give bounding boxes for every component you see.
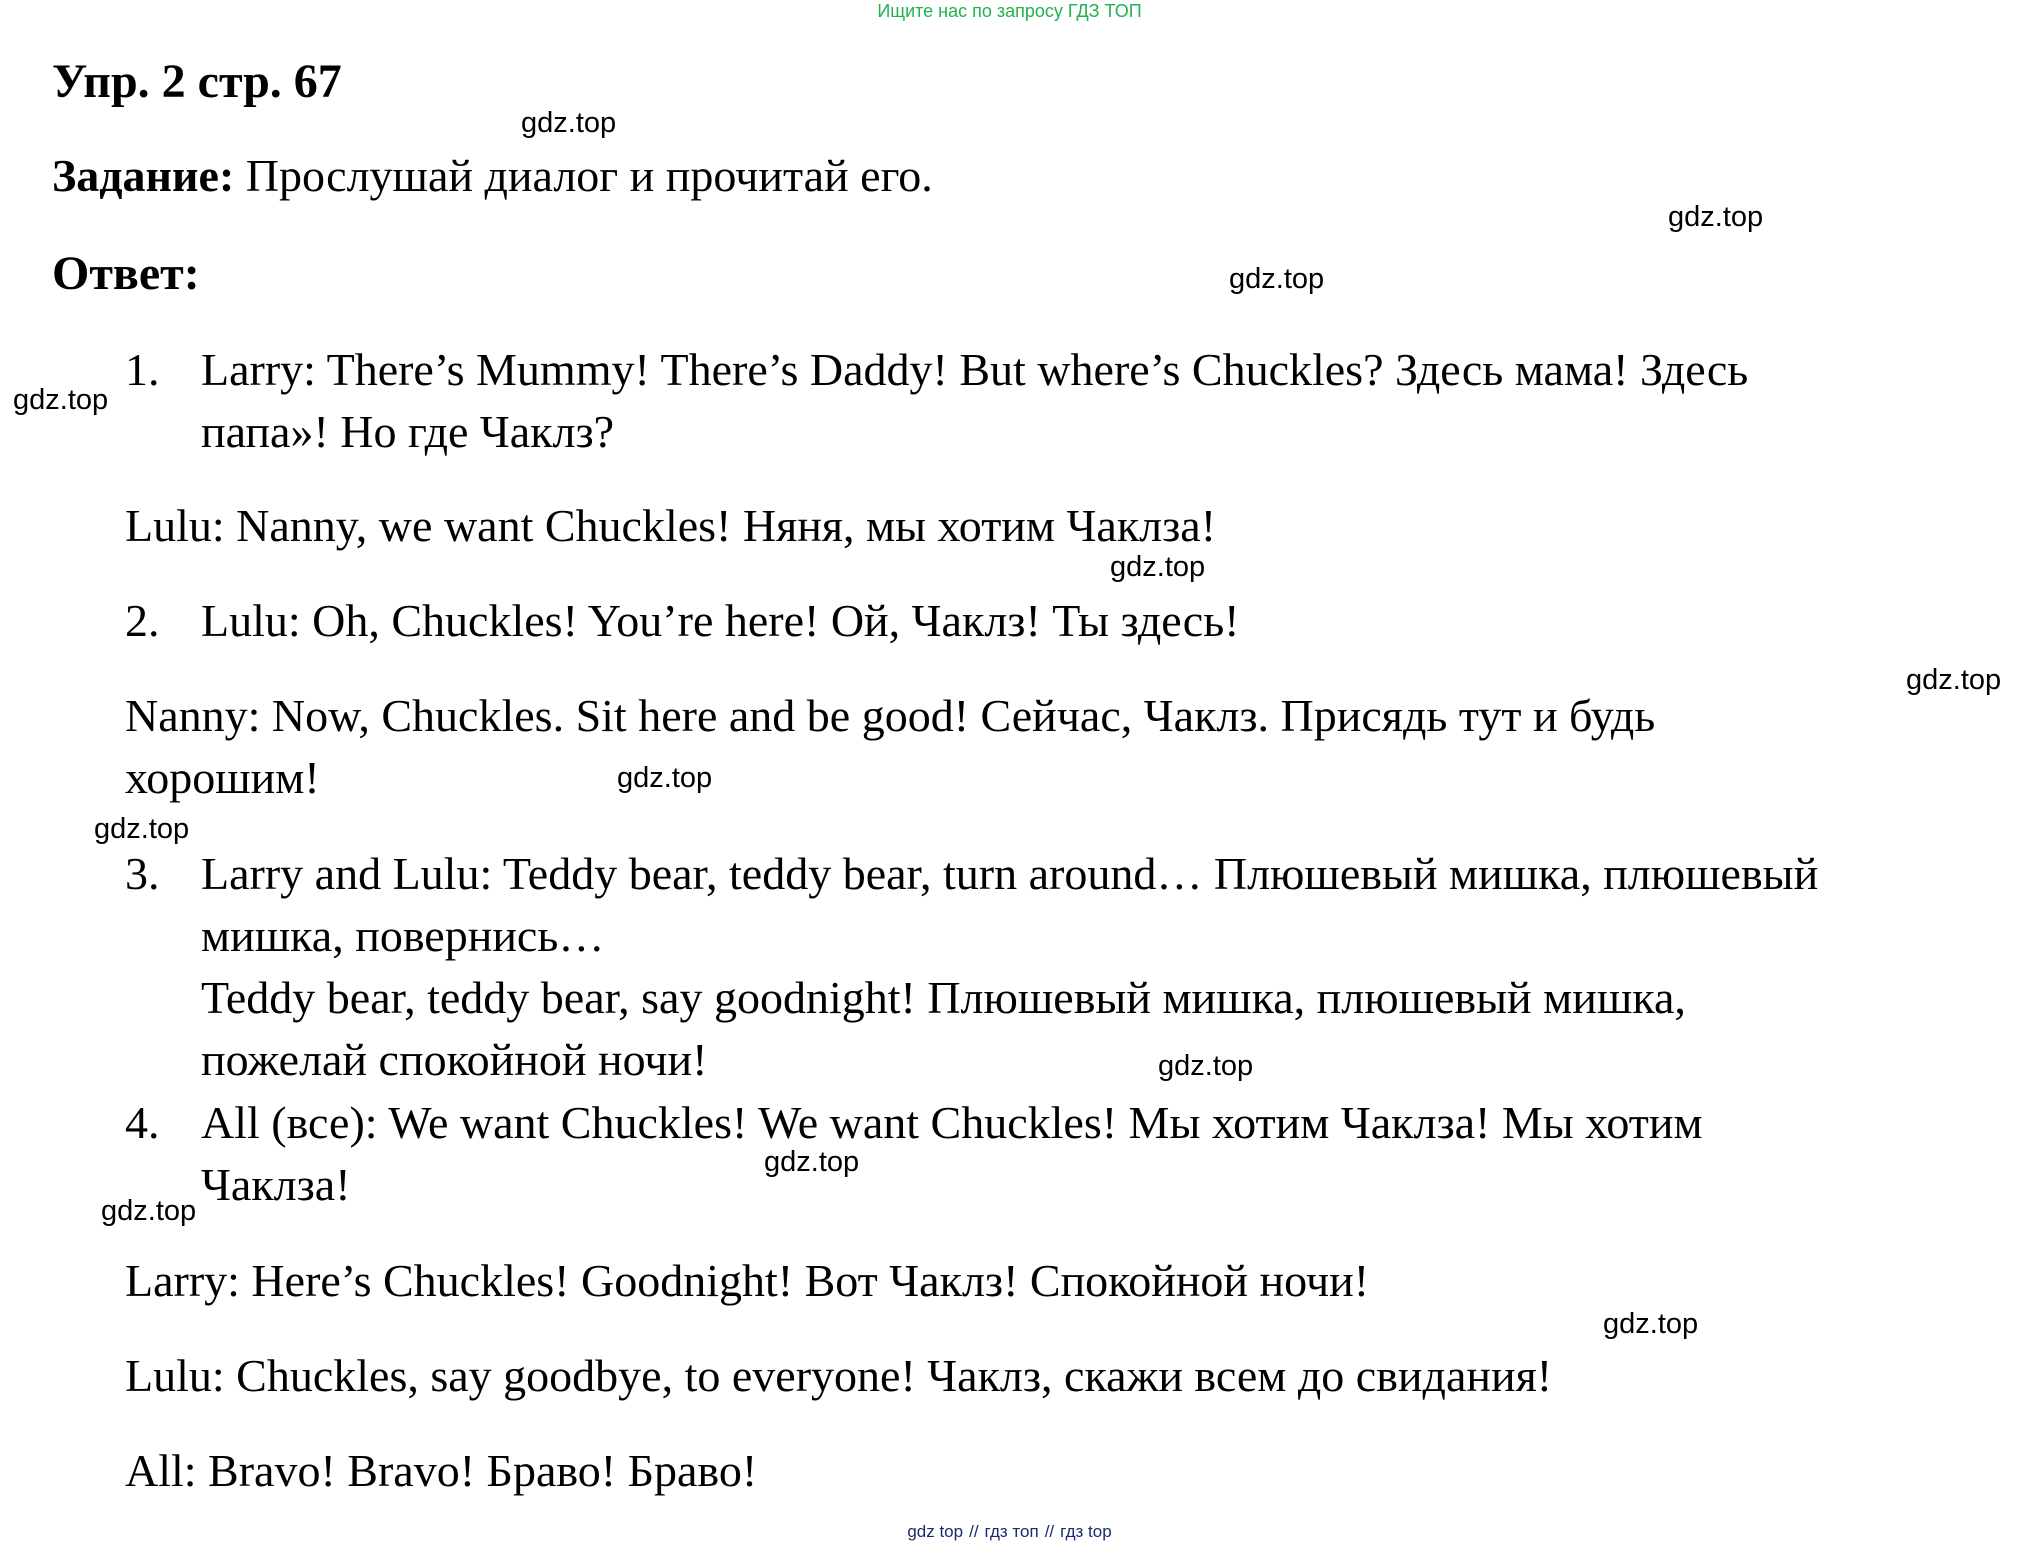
task-line: [52, 146, 933, 206]
list-item-line: Чаклза!: [201, 1159, 351, 1210]
watermark: gdz.top: [1110, 551, 1206, 583]
list-item-body: [201, 590, 1240, 652]
list-item-body: [201, 1092, 1703, 1216]
dialog-line-part: Nanny: Now, Chuckles. Sit here and be good! Сейчас, Чаклз. Присядь тут и будь: [125, 690, 1656, 741]
dialog-line-part: хорошим!: [125, 752, 320, 803]
list-item-line: Larry: There’s Mummy! There’s Daddy! But where’s Chuckles? Здесь мама! Здесь: [201, 344, 1749, 395]
page-title: Упр. 2 стр. 67: [52, 55, 342, 108]
watermark: gdz.top: [1668, 201, 1764, 233]
dialog-line: Lulu: Chuckles, say goodbye, to everyone! Чаклз, скажи всем до свидания!: [125, 1350, 1553, 1401]
footer-text: gdz top: [907, 1522, 964, 1541]
footer-text: гдз top: [1060, 1522, 1112, 1541]
footer-separator: //: [1044, 1522, 1055, 1541]
list-item-line: All (все): We want Chuckles! We want Chuckles! Мы хотим Чаклза! Мы хотим: [201, 1097, 1703, 1148]
top-banner: Ищите нас по запросу ГДЗ ТОП: [877, 1, 1142, 21]
list-item-line: папа»! Но где Чаклз?: [201, 406, 615, 457]
footer-text: гдз топ: [984, 1522, 1039, 1541]
list-item-number: 1.: [125, 344, 160, 395]
watermark: gdz.top: [1158, 1050, 1254, 1082]
watermark: gdz.top: [101, 1195, 197, 1227]
watermark: gdz.top: [764, 1146, 860, 1178]
list-item-number: 2.: [125, 595, 160, 646]
dialog-line: All: Bravo! Bravo! Браво! Браво!: [125, 1445, 758, 1496]
list-item-line: мишка, повернись…: [201, 910, 605, 961]
list-item-number: 3.: [125, 848, 160, 899]
list-item-number: 4.: [125, 1097, 160, 1148]
list-item-line: Lulu: Oh, Chuckles! You’re here! Ой, Чаклз! Ты здесь!: [201, 595, 1240, 646]
list-item-line: пожелай спокойной ночи!: [201, 1034, 708, 1085]
footer-separator: //: [969, 1522, 979, 1541]
dialog-line: [125, 685, 1655, 809]
task-text: Прослушай диалог и прочитай его.: [234, 150, 933, 201]
list-item-body: [201, 339, 1748, 463]
dialog-line: Larry: Here’s Chuckles! Goodnight! Вот Чаклз! Спокойной ночи!: [125, 1255, 1370, 1306]
list-item-line: Teddy bear, teddy bear, say goodnight! Плюшевый мишка, плюшевый мишка,: [201, 972, 1686, 1023]
watermark: gdz.top: [617, 762, 713, 794]
watermark: gdz.top: [94, 813, 190, 845]
watermark: gdz.top: [521, 107, 617, 139]
answer-label: Ответ:: [52, 247, 200, 300]
task-label: Задание:: [52, 150, 235, 201]
watermark: gdz.top: [13, 384, 109, 416]
list-item-line: Larry and Lulu: Teddy bear, teddy bear, turn around… Плюшевый мишка, плюшевый: [201, 848, 1819, 899]
watermark: gdz.top: [1906, 664, 2002, 696]
watermark: gdz.top: [1229, 263, 1325, 295]
footer: [0, 1522, 2019, 1542]
dialog-line: Lulu: Nanny, we want Chuckles! Няня, мы хотим Чаклза!: [125, 500, 1217, 551]
watermark: gdz.top: [1603, 1308, 1699, 1340]
list-item-body: [201, 843, 1818, 1091]
